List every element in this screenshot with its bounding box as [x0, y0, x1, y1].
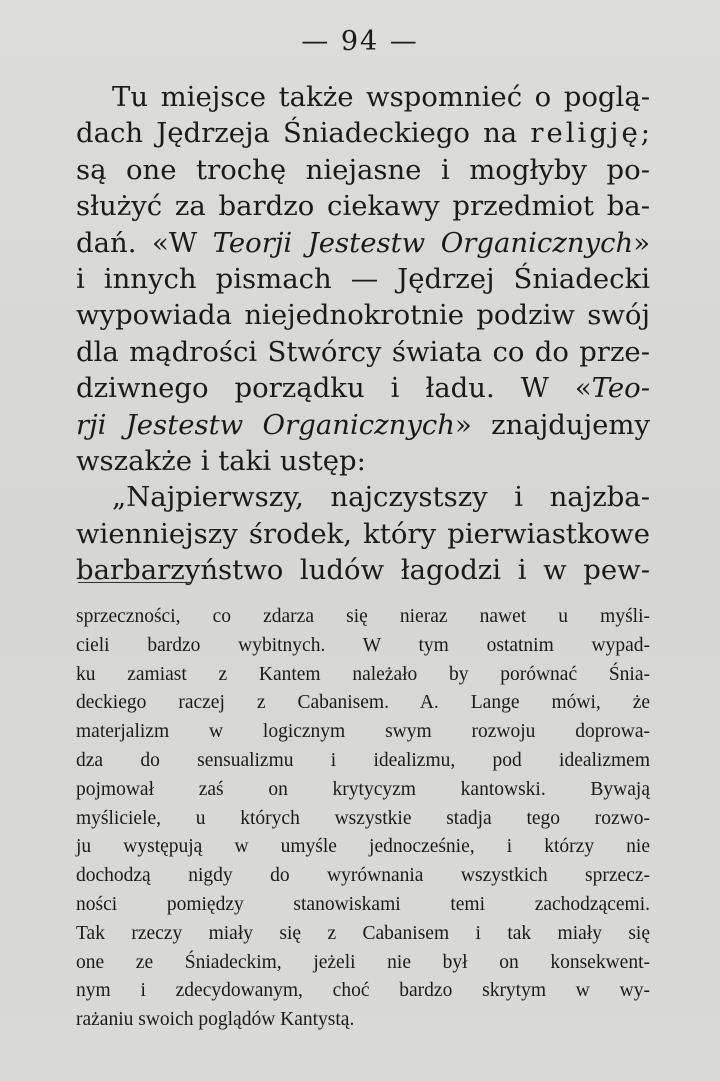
- text-line: wypowiada niejednokrotnie podziw swój: [76, 299, 650, 332]
- page-number: — 94 —: [301, 26, 419, 57]
- footnote-line: rażaniu swoich poglądów Kantystą.: [76, 1009, 355, 1031]
- text-line: służyć za bardzo ciekawy przedmiot ba-: [76, 190, 650, 223]
- text-line: dach Jędrzeja Śniadeckiego na religję;: [76, 117, 650, 150]
- footnote-line: dochodzą nigdy do wyrównania wszystkich sprzecz-: [76, 865, 650, 887]
- footnote-line: ju występują w umyśle jednocześnie, i którzy nie: [76, 836, 650, 858]
- italic-title: Teo-: [591, 372, 650, 405]
- footnote-divider: [78, 582, 192, 583]
- footnote-line: myśliciele, u których wszystkie stadja tego rozwo-: [76, 807, 650, 829]
- footnote-line: sprzeczności, co zdarza się nieraz nawet u myśli-: [76, 606, 650, 627]
- text-line: są one trochę niejasne i mogłyby po-: [76, 153, 650, 186]
- text-line: i innych pismach — Jędrzej Śniadecki: [76, 263, 650, 296]
- footnote-line: pojmował zaś on krytycyzm kantowski. Bywają: [76, 778, 650, 800]
- footnote-line: dza do sensualizmu i idealizmu, pod idealizmem: [76, 749, 650, 771]
- footnote-line: materjalizm w logicznym swym rozwoju doprowa-: [76, 721, 650, 743]
- italic-title: rji Jestestw Organicznych: [76, 408, 455, 441]
- main-text: [76, 79, 650, 589]
- text-line: dla mądrości Stwórcy świata co do prze-: [76, 335, 650, 368]
- text-line: rji Jestestw Organicznych» znajdujemy: [76, 408, 650, 441]
- footnote-line: Tak rzeczy miały się z Cabanisem i tak miały się: [76, 922, 650, 944]
- italic-title: Teorji Jestestw Organicznych: [212, 226, 634, 259]
- text-line: dań. «W Teorji Jestestw Organicznych»: [76, 226, 651, 259]
- footnote-line: cieli bardzo wybitnych. W tym ostatnim wypad-: [76, 634, 650, 656]
- text-line: barbarzyństwo ludów łagodzi i w pew-: [76, 554, 650, 587]
- footnote-line: one ze Śniadeckim, jeżeli nie był on konsekwent-: [76, 951, 650, 973]
- text-line: wienniejszy środek, który pierwiastkowe: [76, 517, 650, 550]
- spaced-word: religję: [530, 117, 641, 150]
- text-line: „Najpierwszy, najczystszy i najzba-: [112, 481, 650, 514]
- footnote-line: nym i zdecydowanym, choć bardzo skrytym w wy-: [76, 980, 650, 1002]
- footnote-line: ności pomiędzy stanowiskami temi zachodzącemi.: [76, 893, 650, 915]
- text-line: Tu miejsce także wspomnieć o poglą-: [112, 81, 650, 113]
- footnote-line: ku zamiast z Kantem należało by porównać Śnia-: [76, 663, 650, 685]
- footnote: [76, 603, 650, 1035]
- text-line: dziwnego porządku i ładu. W «Teo-: [76, 372, 650, 405]
- footnote-line: deckiego raczej z Cabanisem. A. Lange mówi, że: [76, 692, 650, 714]
- text-line: wszakże i taki ustęp:: [76, 445, 366, 478]
